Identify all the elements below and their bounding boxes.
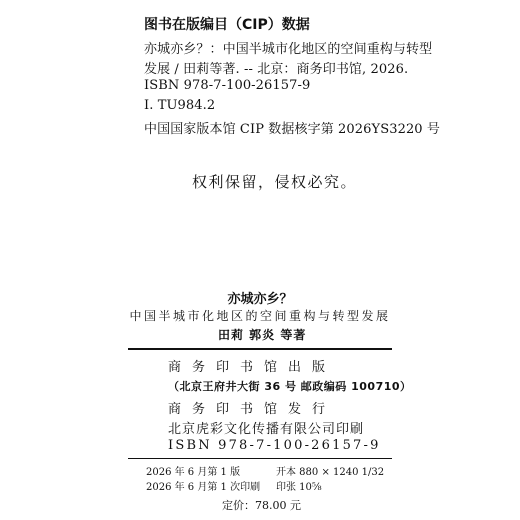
- sheets-line: 印张 10⅝: [276, 482, 322, 493]
- book-title: 亦城亦乡？: [227, 292, 293, 307]
- cip-line-record-number: 中国国家版本馆 CIP 数据核字第 2026YS3220 号: [144, 122, 441, 137]
- book-authors: 田莉 郭炎 等著: [218, 328, 307, 342]
- distributor: 商务印书馆发行: [168, 402, 337, 417]
- cip-heading: 图书在版编目（CIP）数据: [144, 17, 310, 33]
- book-subtitle: 中国半城市化地区的空间重构与转型发展: [129, 309, 391, 323]
- divider-thin: [128, 458, 392, 459]
- cip-line-authors: 发展 / 田莉等著. -- 北京：商务印书馆, 2026.: [144, 62, 409, 77]
- cip-line-title: 亦城亦乡？：中国半城市化地区的空间重构与转型: [144, 42, 433, 57]
- printer: 北京虎彩文化传播有限公司印刷: [168, 422, 365, 437]
- isbn: ISBN 978-7-100-26157-9: [168, 438, 381, 453]
- publisher-address: （北京王府井大街 36 号 邮政编码 100710）: [168, 380, 412, 393]
- edition-line: 2026 年 6 月第 1 版: [146, 467, 241, 478]
- publisher-name: 商务印书馆出版: [168, 360, 337, 375]
- cip-line-classification: Ⅰ. TU984.2: [144, 98, 216, 113]
- rights-statement: 权利保留，侵权必究。: [192, 173, 358, 191]
- divider-thick: [128, 348, 392, 350]
- cip-line-isbn: ISBN 978-7-100-26157-9: [144, 78, 311, 93]
- printing-line: 2026 年 6 月第 1 次印刷: [146, 482, 261, 493]
- price: 定价：78.00 元: [222, 499, 301, 512]
- format-line: 开本 880 × 1240 1/32: [276, 467, 385, 478]
